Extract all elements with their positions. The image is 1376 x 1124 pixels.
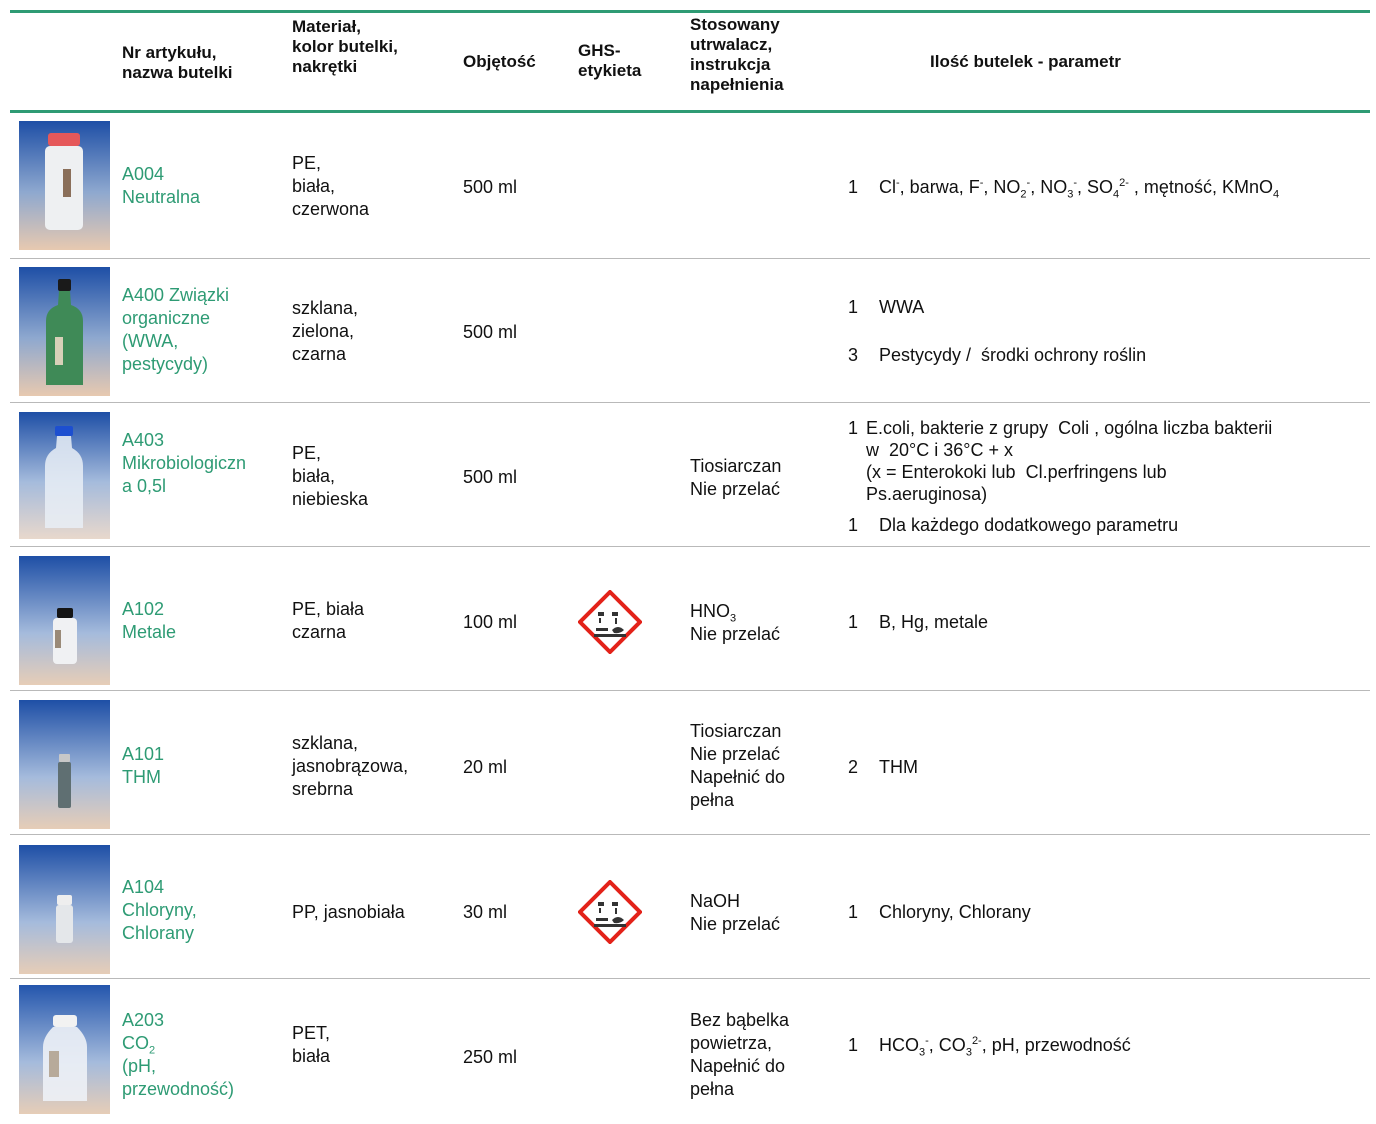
ghs-corrosive-icon [578,590,642,659]
bottle-photo [19,267,110,396]
parameter-text: B, Hg, metale [879,612,989,632]
article-name: A102 Metale [122,599,177,642]
header-params: Ilość butelek - parametr [930,52,1121,71]
parameter-text: Cl-, barwa, F-, $NO_2^-$, $NO_3^-$, $SO_4^{2-}$ , mętność, KMnO$_4$ [879,177,1280,201]
volume: 30 ml [463,902,508,922]
bottle-count: 1 [848,418,859,438]
article-name: A104 Chloryny, Chlorany [122,877,197,943]
parameter-text: Pestycydy / środki ochrony roślin [879,345,1147,365]
row-separator [10,834,1370,835]
row-separator [10,402,1370,403]
volume: 500 ml [463,322,518,342]
preservative: $HNO_3$ Nie przelać [690,601,781,644]
bottle-photo [19,412,110,539]
parameter-text: Dla każdego dodatkowego parametru [879,515,1179,535]
header-volume: Objętość [463,52,536,71]
row-separator [10,978,1370,979]
volume: 250 ml [463,1047,518,1067]
material: PE, biała czarna [292,599,365,642]
parameter-text: $HCO_3^-$, $CO_3^{2-}$, pH, przewodność [879,1035,1131,1059]
article-name: A101 THM [122,744,165,787]
preservative: Tiosiarczan Nie przelać [690,456,782,499]
material: PET, biała [292,1023,331,1066]
bottle-count: 1 [848,297,859,317]
bottle-count: 1 [848,177,859,197]
parameter-text: WWA [879,297,925,317]
bottle-count: 1 [848,1035,859,1055]
bottle-count: 1 [848,612,859,632]
row-separator [10,690,1370,691]
row-separator [10,258,1370,259]
volume: 20 ml [463,757,508,777]
header-preservative: Stosowany utrwalacz, instrukcja napełnienia [690,15,784,94]
article-name: A400 Związki organiczne (WWA, pestycydy) [122,285,230,374]
material: PP, jasnobiała [292,902,405,922]
volume: 500 ml [463,467,518,487]
parameter-text: Chloryny, Chlorany [879,902,1031,922]
preservative: NaOH Nie przelać [690,891,781,934]
bottle-photo [19,985,110,1114]
bottle-count: 2 [848,757,859,777]
top-rule [10,10,1370,13]
volume: 100 ml [463,612,518,632]
article-name: A203 $CO_2$ (pH, przewodność) [122,1010,235,1099]
header-article: Nr artykułu, nazwa butelki [122,43,233,82]
ghs-corrosive-icon [578,880,642,949]
parameter-text: E.coli, bakterie z grupy Coli , ogólna liczba bakterii w 20°C i 36°C + x (x = Enterokoki lub Cl.perfringens lub Ps.aeruginosa) [866,418,1273,504]
article-name: A403 Mikrobiologiczn a 0,5l [122,430,247,496]
bottle-photo [19,700,110,829]
volume: 500 ml [463,177,518,197]
bottle-count: 1 [848,902,859,922]
material: PE, biała, czerwona [292,153,370,219]
material: szklana, zielona, czarna [292,298,359,364]
bottle-photo [19,845,110,974]
bottle-photo [19,556,110,685]
preservative: Bez bąbelka powietrza, Napełnić do pełna [690,1010,790,1099]
parameter-text: THM [879,757,918,777]
material: szklana, jasnobrązowa, srebrna [292,733,409,799]
header-rule [10,110,1370,113]
preservative: Tiosiarczan Nie przelać Napełnić do pełna [690,721,786,810]
row-separator [10,546,1370,547]
header-ghs: GHS- etykieta [578,41,642,80]
bottle-photo [19,121,110,250]
material: PE, biała, niebieska [292,443,369,509]
header-material: Materiał, kolor butelki, nakrętki [292,17,398,76]
bottle-count: 1 [848,515,859,535]
article-name: A004 Neutralna [122,164,201,207]
bottle-count: 3 [848,345,859,365]
